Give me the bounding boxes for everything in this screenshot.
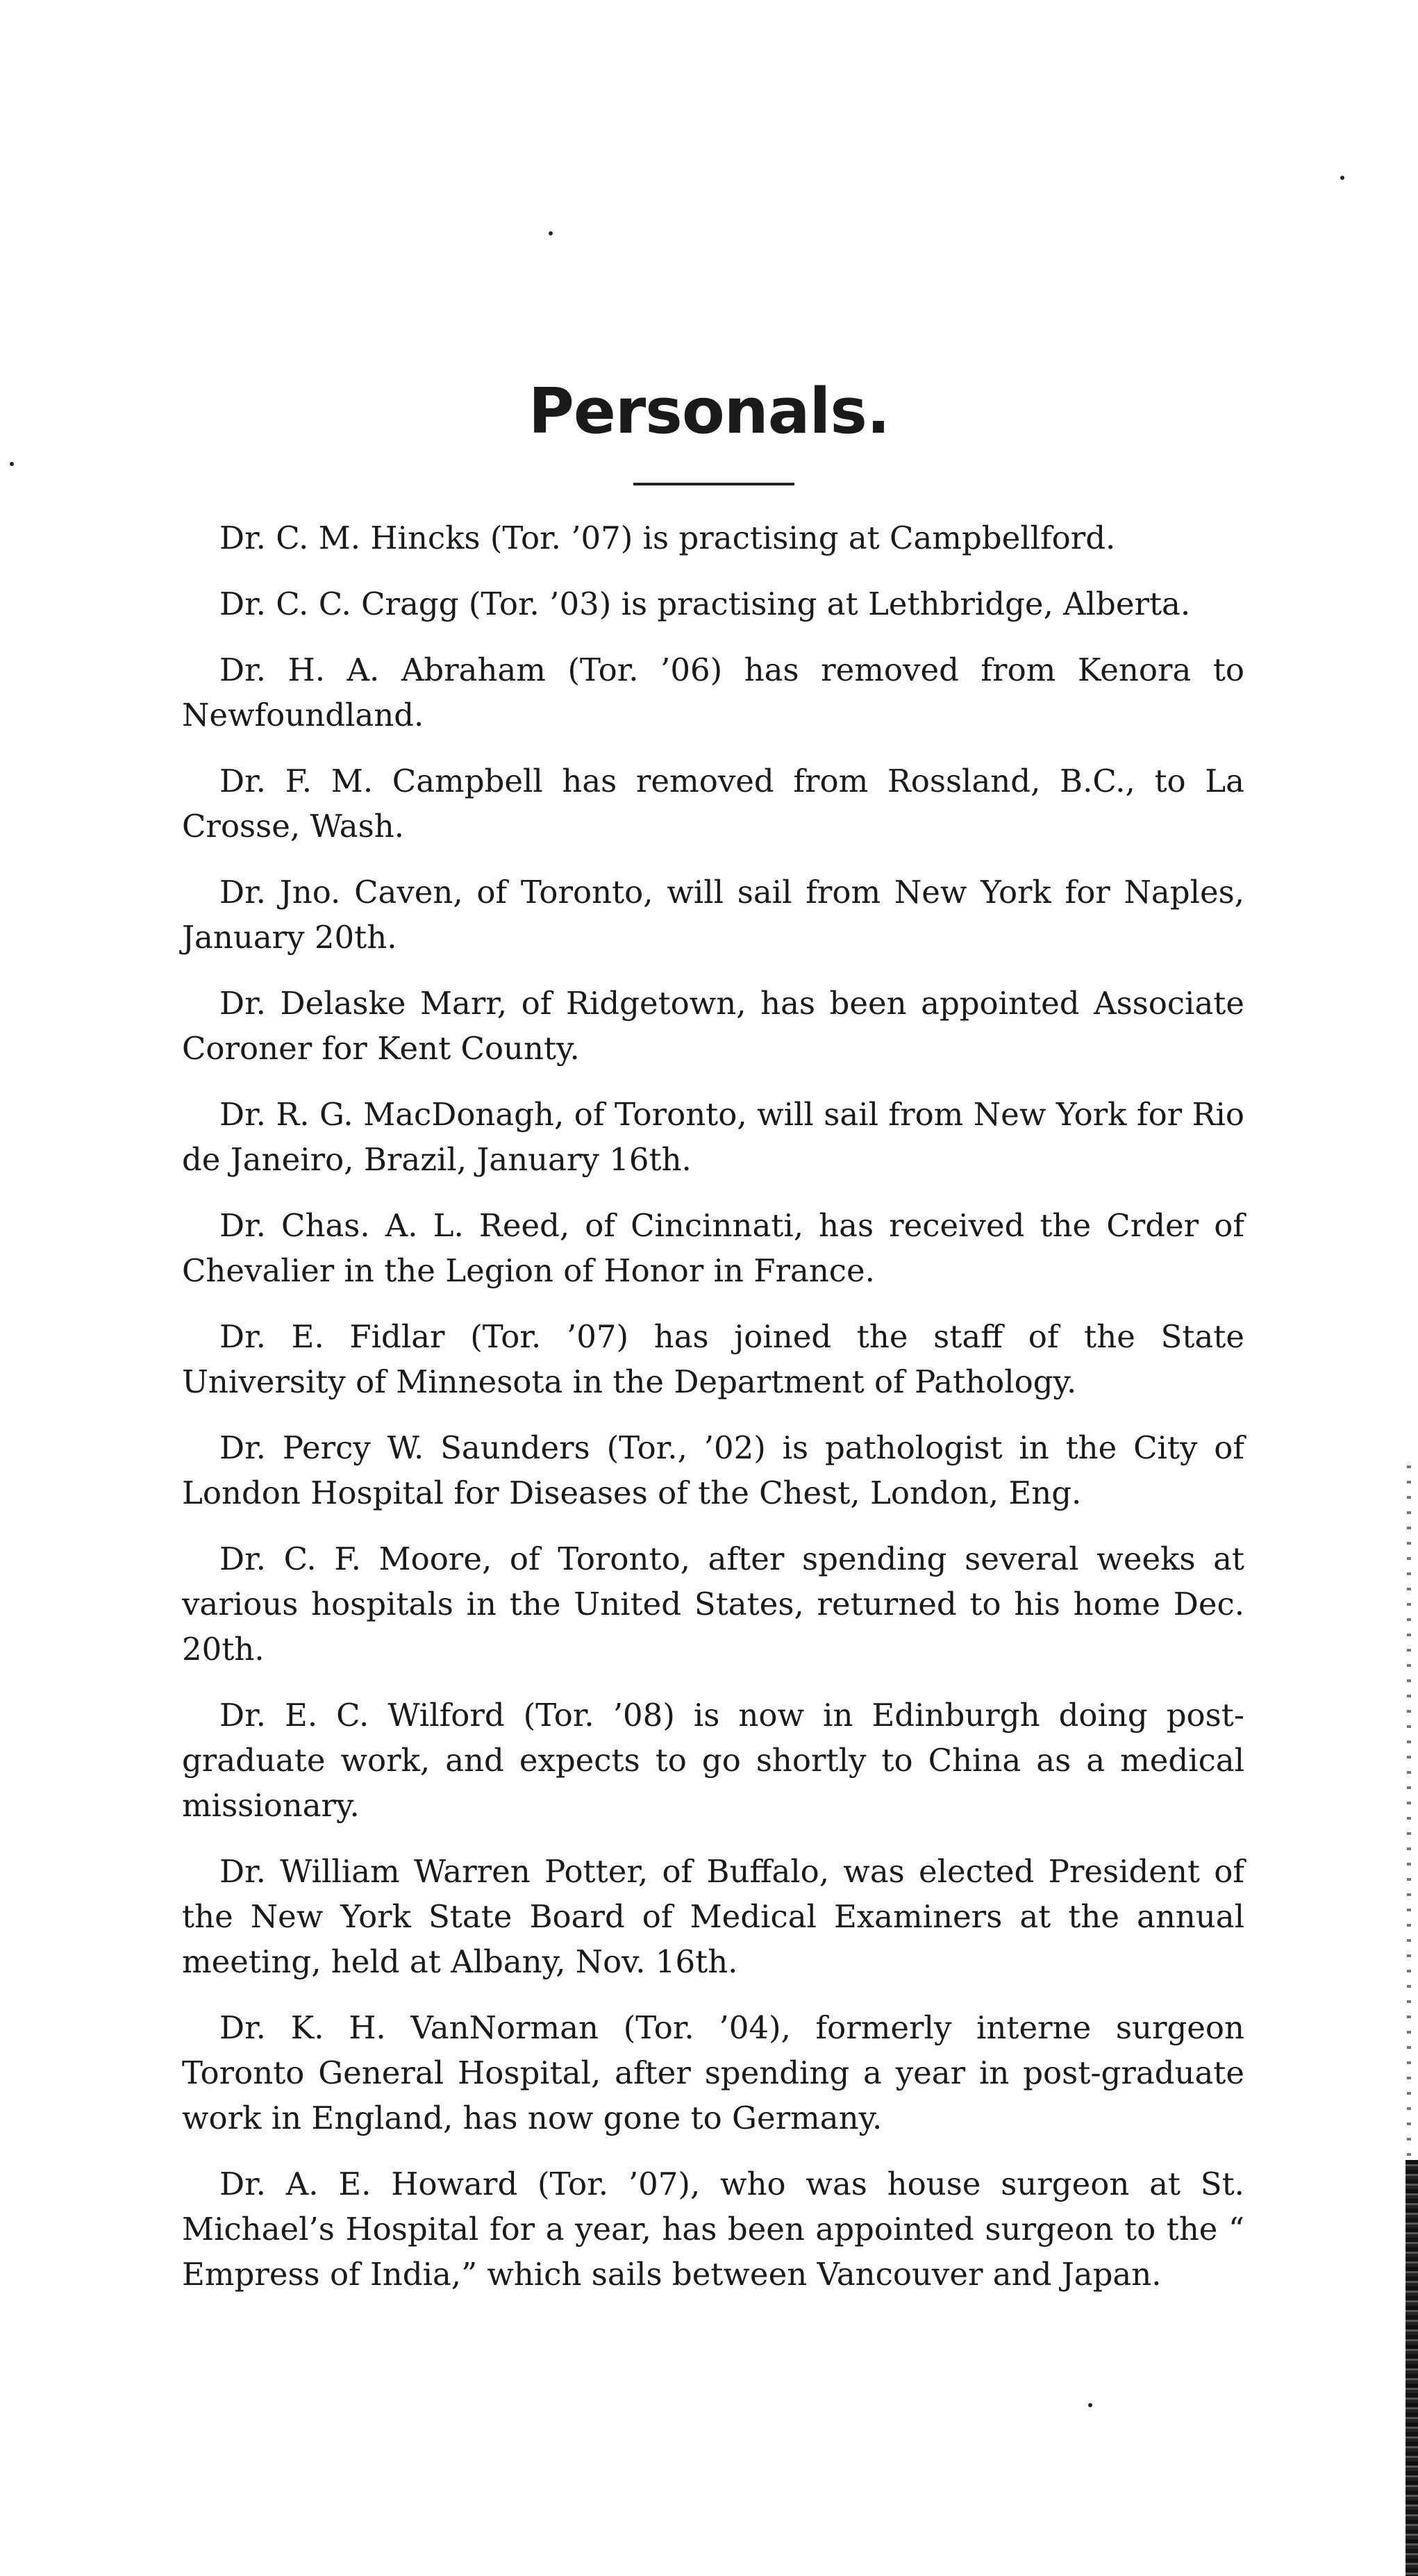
personal-entry: Dr. R. G. MacDonagh, of Toronto, will sail from New York for Rio de Janeiro, Brazil, January 16th. xyxy=(182,1096,1244,1178)
personals-list xyxy=(182,515,1244,2318)
page-title: Personals. xyxy=(528,375,890,448)
personal-entry: Dr. C. M. Hincks (Tor. ’07) is practising at Campbellford. xyxy=(219,520,1116,556)
personal-entry: Dr. C. F. Moore, of Toronto, after spending several weeks at various hospitals in the United States, returned to his home Dec. 20th. xyxy=(182,1540,1244,1668)
personal-entry: Dr. William Warren Potter, of Buffalo, was elected President of the New York State Board of Medical Examiners at the annual meeting, held at Albany, Nov. 16th. xyxy=(182,1853,1244,1980)
personal-entry: Dr. Jno. Caven, of Toronto, will sail from New York for Naples, January 20th. xyxy=(182,874,1244,956)
personal-entry: Dr. E. Fidlar (Tor. ’07) has joined the staff of the State University of Minnesota in the Department of Pathology. xyxy=(182,1318,1244,1400)
personal-entry: Dr. Percy W. Saunders (Tor., ’02) is pathologist in the City of London Hospital for Diseases of the Chest, London, Eng. xyxy=(182,1429,1244,1511)
personal-entry: Dr. F. M. Campbell has removed from Rossland, B.C., to La Crosse, Wash. xyxy=(182,763,1244,845)
personal-entry: Dr. A. E. Howard (Tor. ’07), who was house surgeon at St. Michael’s Hospital for a year, has been appointed surgeon to the “ Empress of India,” which sails between Vancouver and Japan. xyxy=(182,2166,1244,2293)
ink-speck xyxy=(1340,176,1344,180)
ink-speck xyxy=(1088,2403,1092,2407)
personal-entry: Dr. H. A. Abraham (Tor. ’06) has removed from Kenora to Newfoundland. xyxy=(182,651,1244,733)
ink-speck xyxy=(549,231,553,235)
edge-binding xyxy=(1406,2160,1418,2576)
page-edge-shadow xyxy=(1397,1465,1418,2576)
personal-entry: Dr. E. C. Wilford (Tor. ’08) is now in Edinburgh doing post-graduate work, and expects to go shortly to China as a medical missionary. xyxy=(182,1697,1244,1824)
ink-speck xyxy=(10,462,14,466)
title-rule xyxy=(633,483,794,485)
personal-entry: Dr. C. C. Cragg (Tor. ’03) is practising at Lethbridge, Alberta. xyxy=(219,585,1191,622)
personal-entry: Dr. Chas. A. L. Reed, of Cincinnati, has received the Crder of Chevalier in the Legion of Honor in France. xyxy=(182,1207,1244,1289)
edge-dots xyxy=(1407,1465,1411,2160)
personal-entry: Dr. K. H. VanNorman (Tor. ’04), formerly interne surgeon Toronto General Hospital, after spending a year in post-graduate work in England, has now gone to Germany. xyxy=(182,2009,1244,2136)
personal-entry: Dr. Delaske Marr, of Ridgetown, has been appointed Associate Coroner for Kent County. xyxy=(182,985,1244,1067)
